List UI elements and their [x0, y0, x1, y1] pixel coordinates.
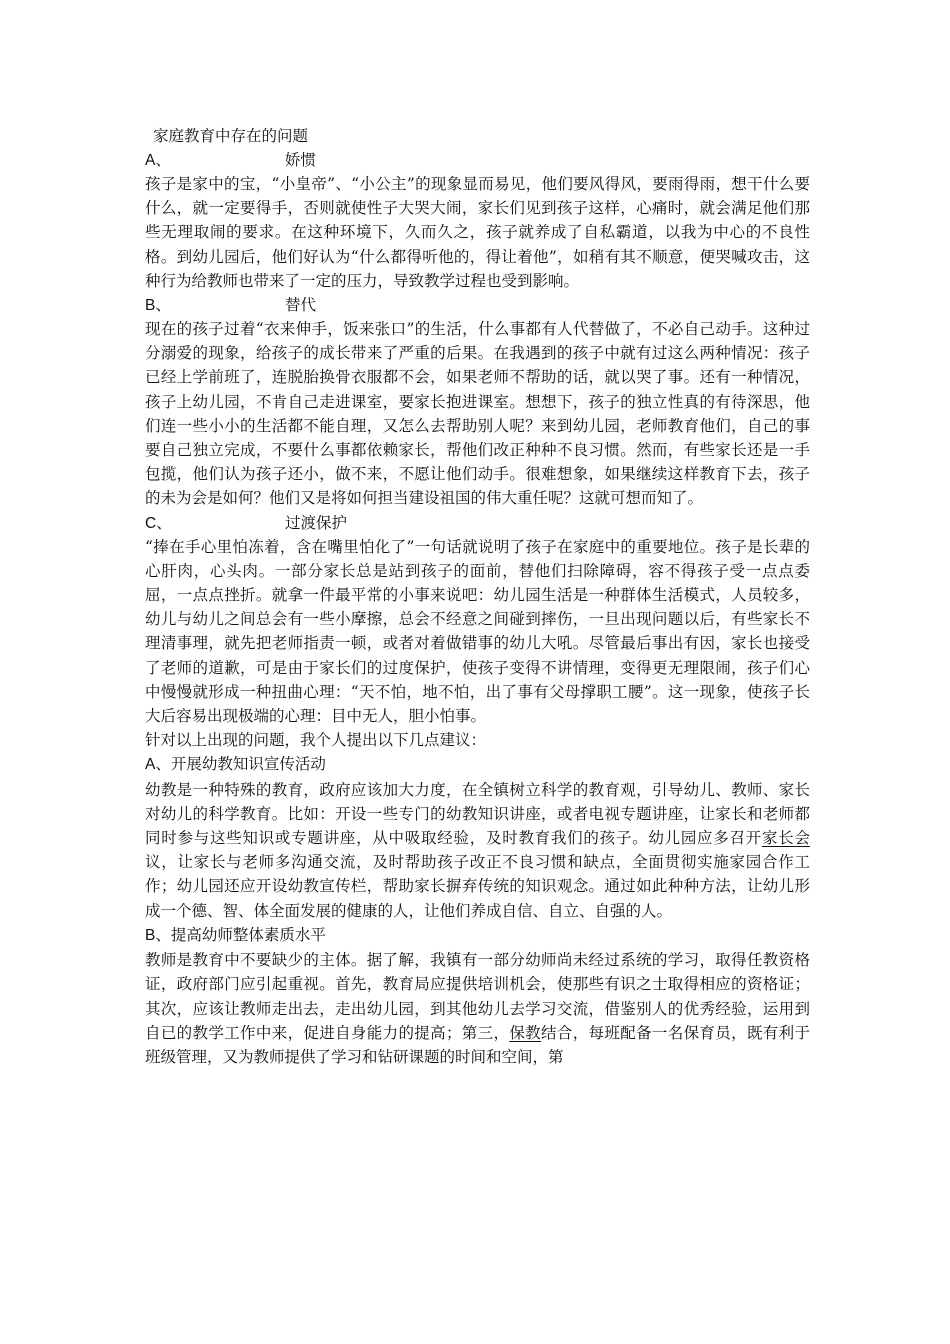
- problem-title: 替代: [285, 296, 317, 315]
- suggestion-letter: A、: [145, 756, 171, 774]
- suggestion-paragraph-b: [145, 948, 810, 1069]
- underlined-term: 家长会: [762, 829, 810, 848]
- problem-paragraph-b: 现在的孩子过着“衣来伸手，饭来张口”的生活，什么事都有人代替做了，不必自己动手。这种过分溺爱的现象，给孩子的成长带来了严重的后果。在我遇到的孩子中就有过这么两种情况：孩子已经上学前班了，连脱胎换骨衣服都不会，如果老师不帮助的话，就以哭了事。还有一种情况，孩子上幼儿园，不肯自己走进课室，要家长抱进课室。想想下，孩子的独立性真的有待深思，他们连一些小小的生活都不能自理，又怎么去帮助别人呢？来到幼儿园，老师教育他们，自己的事要自己独立完成，不要什么事都依赖家长，帮他们改正种种不良习惯。然而，有些家长还是一手包揽，他们认为孩子还小，做不来，不愿让他们动手。很难想象，如果继续这样教育下去，孩子的未为会是如何？他们又是将如何担当建设祖国的伟大重任呢？这就可想而知了。: [145, 320, 810, 508]
- suggestion-heading-b: [145, 923, 810, 948]
- suggestion-title: 提高幼师整体素质水平: [170, 925, 326, 944]
- problem-paragraph-c: “捧在手心里怕冻着，含在嘴里怕化了”一句话就说明了孩子在家庭中的重要地位。孩子是长辈的心肝肉，心头肉。一部分家长总是站到孩子的面前，替他们扫除障碍，容不得孩子受一点点委屈，一点点挫折。就拿一件最平常的小事来说吧：幼儿园生活是一种群体生活模式，人员较多，幼儿与幼儿之间总会有一些小摩擦，总会不经意之间碰到摔伤，一旦出现问题以后，有些家长不理清事理，就先把老师指责一顿，或者对着做错事的幼儿大吼。尽管最后事出有因，家长也接受了老师的道歉，可是由于家长们的过度保护，使孩子变得不讲情理，变得更无理限闹，孩子们心中慢慢就形成一种扭曲心理：“天不怕，地不怕，出了事有父母撑职工腰”。这一现象，使孩子长大后容易出现极端的心理：目中无人，胆小怕事。: [145, 537, 810, 726]
- suggestion-title: 开展幼教知识宣传活动: [170, 755, 326, 774]
- transition-sentence: 针对以上出现的问题，我个人提出以下几点建议：: [145, 731, 487, 750]
- problem-paragraph-a: 孩子是家中的宝，“小皇帝”、“小公主”的现象显而易见，他们要风得风，要雨得雨，想干什么要什么，就一定要得手，否则就使性子大哭大闹，家长们见到孩子这样，心痛时，就会满足他们那些无理取闹的要求。在这种环境下，久而久之，孩子就养成了自私霸道，以我为中心的不良性格。到幼儿园后，他们好认为“什么都得听他的，得让着他”，如稍有其不顺意，便哭喊攻击，这种行为给教师也带来了一定的压力，导致教学过程也受到影响。: [145, 175, 810, 290]
- problem-heading-a: [145, 148, 810, 172]
- paragraph-text: 幼教是一种特殊的教育，政府应该加大力度，在全镇树立科学的教育观，引导幼儿、教师、家长对幼儿的科学教育。比如：开设一些专门的幼教知识讲座，或者电视专题讲座，让家长和老师都同时参与这些知识或专题讲座，从中吸取经验，及时教育我们的孩子。幼儿园应多召开: [145, 780, 810, 848]
- problem-letter: B、: [145, 297, 171, 315]
- problem-heading-b: [145, 293, 810, 317]
- problem-letter: C、: [145, 514, 172, 532]
- problem-title: 过渡保护: [285, 513, 348, 532]
- document-page: [145, 125, 810, 1069]
- underlined-term: 保教: [509, 1023, 542, 1042]
- document-title: 家庭教育中存在的问题: [153, 127, 309, 145]
- suggestion-heading-a: [145, 752, 810, 777]
- problem-letter: A、: [145, 152, 171, 169]
- problem-heading-c: [145, 511, 810, 535]
- paragraph-text: 教师是教育中不要缺少的主体。据了解，我镇有一部分幼师尚未经过系统的学习，取得任教资格证，政府部门应引起重视。首先，教育局应提供培训机会，使那些有识之士取得相应的资格证；其次，应该让教师走出去，走出幼儿园，到其他幼儿去学习交流，借鉴别人的优秀经验，运用到自已的教学工作中来，促进自身能力的提高；第三，: [145, 951, 810, 1042]
- suggestion-paragraph-a: [145, 778, 810, 923]
- problem-title: 娇惯: [285, 151, 317, 169]
- suggestion-letter: B、: [145, 926, 171, 944]
- paragraph-text: 结合，每班配备一名保育员，既有利于班级管理，又为教师提供了学习和钻研课题的时间和空间，第: [145, 1023, 810, 1066]
- paragraph-text: 议，让家长与老师多沟通交流，及时帮助孩子改正不良习惯和缺点，全面贯彻实施家园合作工作；幼儿园还应开设幼教宣传栏，帮助家长摒弃传统的知识观念。通过如此种种方法，让幼儿形成一个德、智、体全面发展的健康的人，让他们养成自信、自立、自强的人。: [145, 853, 810, 920]
